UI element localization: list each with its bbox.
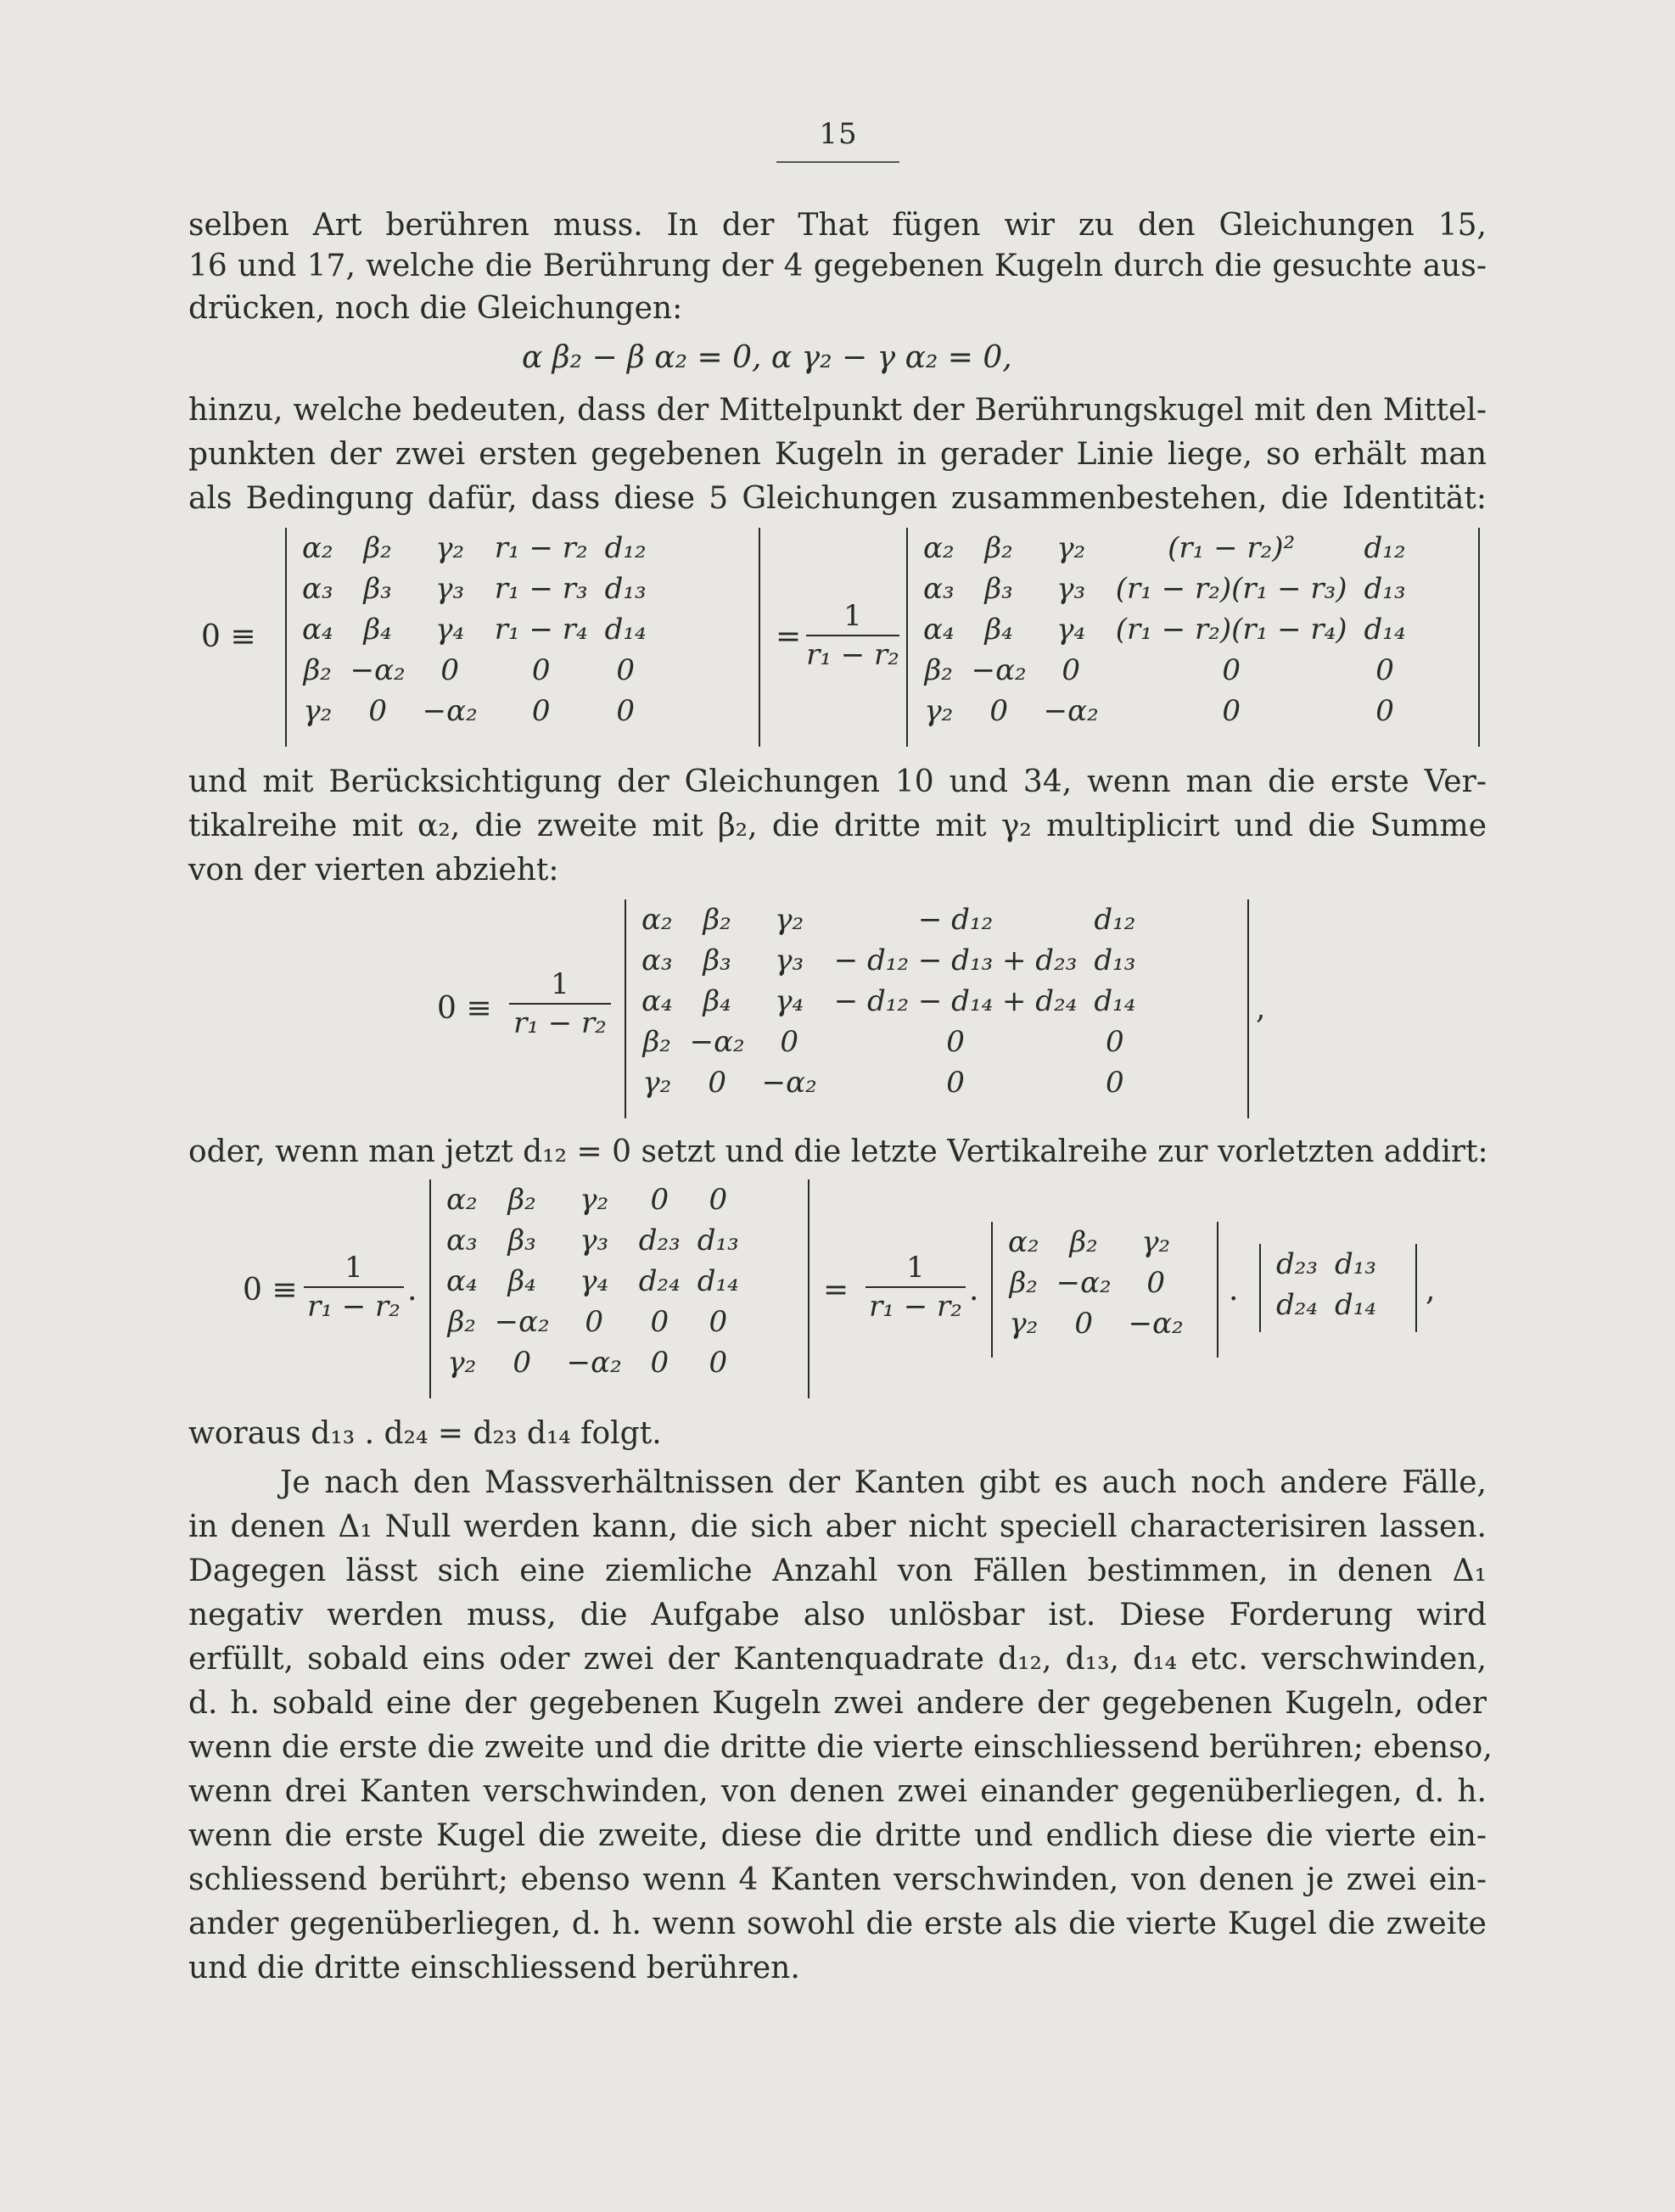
- matrix-entry: 0: [946, 1025, 965, 1059]
- matrix-entry: −α₂: [350, 653, 406, 687]
- matrix-entry: 0: [531, 694, 551, 728]
- matrix-entry: β₄: [703, 984, 731, 1018]
- multiplication-dot: .: [969, 1273, 979, 1308]
- text-line: und die dritte einschliessend berühren.: [188, 1951, 800, 1985]
- matrix-entry: 0: [650, 1346, 669, 1380]
- matrix-entry: 0: [1074, 1307, 1093, 1341]
- comma: ,: [1256, 991, 1266, 1026]
- matrix-row: [1000, 1222, 1192, 1263]
- text-line: 16 und 17, welche die Berührung der 4 gegebenen Kugeln durch die gesuchte aus-: [188, 249, 1487, 283]
- matrix-entry: β₃: [703, 944, 731, 977]
- determinant-2-grid: [915, 528, 1415, 731]
- matrix-row: [438, 1261, 748, 1302]
- matrix-entry: (r₁ − r₂)(r₁ − r₄): [1115, 613, 1347, 647]
- matrix-entry: d₁₂: [1364, 531, 1406, 565]
- matrix-entry: 0: [1222, 653, 1241, 687]
- determinant-1-grid: [294, 528, 655, 731]
- matrix-entry: γ₂: [435, 531, 465, 565]
- matrix-entry: (r₁ − r₂)(r₁ − r₃): [1115, 572, 1347, 606]
- matrix-entry: α₄: [923, 613, 955, 647]
- text-line: wenn drei Kanten verschwinden, von denen zwei einander gegenüberliegen, d. h.: [188, 1774, 1487, 1809]
- matrix-entry: γ₄: [1056, 613, 1086, 647]
- matrix-entry: −α₂: [689, 1025, 745, 1059]
- equation-collinearity: α β₂ − β α₂ = 0, α γ₂ − γ α₂ = 0,: [522, 340, 1012, 375]
- matrix-entry: d₁₄: [697, 1264, 739, 1298]
- matrix-row: [438, 1302, 748, 1342]
- determinant-3-grid: [633, 899, 1144, 1103]
- fraction-denominator: r₁ − r₂: [307, 1290, 401, 1324]
- matrix-entry: 0: [780, 1025, 799, 1059]
- text-line: d. h. sobald eine der gegebenen Kugeln zwei andere der gegebenen Kugeln, oder: [188, 1686, 1487, 1721]
- matrix-row: [294, 568, 655, 609]
- matrix-entry: 0: [513, 1346, 531, 1380]
- matrix-entry: d₁₄: [1335, 1288, 1377, 1322]
- matrix-entry: β₂: [984, 531, 1013, 565]
- matrix-entry: γ₃: [580, 1224, 609, 1257]
- matrix-entry: β₂: [1009, 1266, 1038, 1300]
- matrix-entry: 0: [708, 1066, 726, 1100]
- matrix-row: [1000, 1263, 1192, 1303]
- text-line: von der vierten abzieht:: [188, 853, 559, 888]
- matrix-entry: − d₁₂ − d₁₃ + d₂₃: [833, 944, 1078, 977]
- determinant-5: [991, 1222, 1218, 1358]
- determinant-6-grid: [1268, 1244, 1385, 1325]
- matrix-entry: −α₂: [422, 694, 478, 728]
- matrix-entry: 0: [989, 694, 1008, 728]
- matrix-entry: d₁₄: [1364, 613, 1406, 647]
- matrix-entry: α₃: [641, 944, 673, 977]
- matrix-entry: −α₂: [1056, 1266, 1112, 1300]
- matrix-entry: 0: [440, 653, 460, 687]
- matrix-entry: γ₄: [580, 1264, 609, 1298]
- matrix-entry: γ₂: [924, 694, 954, 728]
- page-number: 15: [819, 117, 858, 151]
- text-line: drücken, noch die Gleichungen:: [188, 291, 683, 326]
- determinant-4: [429, 1179, 809, 1398]
- comma: ,: [1426, 1273, 1436, 1308]
- matrix-row: [438, 1220, 748, 1261]
- matrix-row: [294, 691, 655, 731]
- matrix-row: [438, 1179, 748, 1220]
- matrix-entry: −α₂: [566, 1346, 622, 1380]
- determinant-1: [285, 528, 760, 747]
- matrix-entry: β₂: [363, 531, 392, 565]
- text-line: schliessend berührt; ebenso wenn 4 Kanten verschwinden, von denen je zwei ein-: [188, 1862, 1487, 1897]
- matrix-entry: d₁₂: [604, 531, 647, 565]
- fraction-1-over-r1-r2: [866, 1251, 966, 1324]
- matrix-entry: 0: [1146, 1266, 1166, 1300]
- matrix-row: [294, 609, 655, 650]
- matrix-row: [915, 650, 1415, 691]
- text-line: wenn die erste Kugel die zweite, diese die dritte und endlich diese die vierte ein-: [188, 1818, 1487, 1853]
- matrix-entry: 0: [368, 694, 387, 728]
- matrix-entry: r₁ − r₃: [494, 572, 588, 606]
- matrix-entry: 0: [1106, 1025, 1124, 1059]
- page-number-rule: [776, 161, 899, 163]
- matrix-entry: −α₂: [1043, 694, 1099, 728]
- matrix-entry: α₂: [446, 1183, 478, 1217]
- text-line: und mit Berücksichtigung der Gleichungen 10 und 34, wenn man die erste Ver-: [188, 764, 1487, 799]
- text-line: in denen Δ₁ Null werden kann, die sich aber nicht speciell characterisiren lassen.: [188, 1509, 1487, 1544]
- text-line: Je nach den Massverhältnissen der Kanten gibt es auch noch andere Fälle,: [280, 1465, 1487, 1500]
- matrix-entry: γ₂: [580, 1183, 609, 1217]
- matrix-entry: α₃: [446, 1224, 478, 1257]
- matrix-entry: β₂: [447, 1305, 476, 1339]
- matrix-entry: γ₂: [642, 1066, 672, 1100]
- matrix-entry: d₁₄: [604, 613, 647, 647]
- matrix-entry: d₁₃: [604, 572, 647, 606]
- matrix-row: [915, 609, 1415, 650]
- text-line: woraus d₁₃ . d₂₄ = d₂₃ d₁₄ folgt.: [188, 1416, 662, 1451]
- matrix-entry: γ₂: [447, 1346, 477, 1380]
- matrix-entry: α₂: [641, 903, 673, 937]
- matrix-entry: 0: [616, 694, 635, 728]
- matrix-entry: d₂₄: [638, 1264, 681, 1298]
- identity-zero: 0 ≡: [243, 1273, 298, 1308]
- matrix-entry: α₂: [302, 531, 333, 565]
- matrix-row: [915, 568, 1415, 609]
- matrix-entry: γ₃: [775, 944, 804, 977]
- matrix-row: [294, 528, 655, 568]
- determinant-2: [906, 528, 1480, 747]
- matrix-entry: 0: [531, 653, 551, 687]
- multiplication-dot: .: [1229, 1273, 1239, 1308]
- identity-zero: 0 ≡: [201, 619, 256, 654]
- text-line: ander gegenüberliegen, d. h. wenn sowohl die erste als die vierte Kugel die zweite: [188, 1907, 1487, 1941]
- matrix-entry: −α₂: [971, 653, 1027, 687]
- fraction-denominator: r₁ − r₂: [869, 1290, 962, 1324]
- matrix-entry: d₁₄: [1094, 984, 1136, 1018]
- matrix-row: [633, 1062, 1144, 1103]
- matrix-entry: 0: [709, 1346, 728, 1380]
- matrix-entry: 0: [1375, 694, 1394, 728]
- fraction-denominator: r₁ − r₂: [806, 638, 899, 672]
- equals-sign: =: [776, 619, 802, 654]
- matrix-entry: 0: [650, 1183, 669, 1217]
- determinant-4-grid: [438, 1179, 748, 1383]
- matrix-entry: β₂: [1069, 1225, 1098, 1259]
- matrix-row: [633, 899, 1144, 940]
- fraction-numerator: 1: [906, 1251, 925, 1285]
- matrix-row: [1000, 1303, 1192, 1344]
- text-line: punkten der zwei ersten gegebenen Kugeln in gerader Linie liege, so erhält man: [188, 437, 1487, 472]
- fraction-1-over-r1-r2: [509, 967, 611, 1040]
- matrix-entry: β₃: [363, 572, 392, 606]
- identity-zero: 0 ≡: [437, 991, 492, 1026]
- matrix-entry: β₂: [924, 653, 953, 687]
- fraction-1-over-r1-r2: [806, 599, 899, 672]
- matrix-entry: 0: [616, 653, 635, 687]
- matrix-entry: α₄: [446, 1264, 478, 1298]
- text-line: tikalreihe mit α₂, die zweite mit β₂, die dritte mit γ₂ multiplicirt und die Summe: [188, 809, 1487, 843]
- matrix-entry: α₃: [923, 572, 955, 606]
- text-line: wenn die erste die zweite und die dritte die vierte einschliessend berühren; ebenso,: [188, 1730, 1493, 1765]
- matrix-entry: γ₄: [775, 984, 804, 1018]
- matrix-entry: − d₁₂: [917, 903, 994, 937]
- matrix-row: [633, 981, 1144, 1022]
- matrix-entry: 0: [1375, 653, 1394, 687]
- matrix-entry: 0: [1106, 1066, 1124, 1100]
- matrix-entry: β₄: [507, 1264, 536, 1298]
- fraction-numerator: 1: [843, 599, 862, 633]
- matrix-entry: α₂: [923, 531, 955, 565]
- fraction-numerator: 1: [551, 967, 569, 1001]
- text-line: oder, wenn man jetzt d₁₂ = 0 setzt und die letzte Vertikalreihe zur vorletzten addirt:: [188, 1134, 1488, 1169]
- matrix-row: [1268, 1285, 1385, 1325]
- text-line: selben Art berühren muss. In der That fügen wir zu den Gleichungen 15,: [188, 208, 1487, 243]
- matrix-entry: α₃: [302, 572, 333, 606]
- matrix-entry: β₂: [703, 903, 731, 937]
- matrix-entry: 0: [709, 1183, 728, 1217]
- matrix-entry: 0: [585, 1305, 604, 1339]
- determinant-5-grid: [1000, 1222, 1192, 1344]
- matrix-entry: γ₃: [1056, 572, 1086, 606]
- matrix-entry: d₂₃: [1276, 1247, 1319, 1281]
- equals-sign: =: [823, 1273, 849, 1308]
- text-line: negativ werden muss, die Aufgabe also unlösbar ist. Diese Forderung wird: [188, 1598, 1487, 1632]
- matrix-entry: 0: [1062, 653, 1081, 687]
- text-line: als Bedingung dafür, dass diese 5 Gleichungen zusammenbestehen, die Identität:: [188, 481, 1487, 516]
- matrix-entry: γ₄: [435, 613, 465, 647]
- text-line: hinzu, welche bedeuten, dass der Mittelpunkt der Berührungskugel mit den Mittel-: [188, 393, 1487, 428]
- fraction-numerator: 1: [345, 1251, 363, 1285]
- text-line: erfüllt, sobald eins oder zwei der Kantenquadrate d₁₂, d₁₃, d₁₄ etc. verschwinden,: [188, 1642, 1487, 1677]
- matrix-entry: β₂: [303, 653, 332, 687]
- matrix-entry: 0: [709, 1305, 728, 1339]
- matrix-entry: β₄: [363, 613, 392, 647]
- text-line: Dagegen lässt sich eine ziemliche Anzahl von Fällen bestimmen, in denen Δ₁: [188, 1554, 1487, 1588]
- matrix-entry: (r₁ − r₂)²: [1168, 531, 1296, 565]
- matrix-entry: α₂: [1008, 1225, 1039, 1259]
- matrix-entry: α₄: [641, 984, 673, 1018]
- fraction-denominator: r₁ − r₂: [513, 1006, 607, 1040]
- matrix-entry: γ₂: [303, 694, 333, 728]
- matrix-entry: γ₂: [1009, 1307, 1039, 1341]
- matrix-entry: − d₁₂ − d₁₄ + d₂₄: [833, 984, 1078, 1018]
- matrix-entry: 0: [650, 1305, 669, 1339]
- matrix-entry: d₁₃: [1094, 944, 1136, 977]
- matrix-entry: γ₂: [775, 903, 804, 937]
- matrix-row: [915, 528, 1415, 568]
- matrix-row: [633, 1022, 1144, 1062]
- matrix-entry: d₂₄: [1276, 1288, 1319, 1322]
- matrix-entry: γ₂: [1141, 1225, 1171, 1259]
- matrix-entry: 0: [946, 1066, 965, 1100]
- matrix-row: [1268, 1244, 1385, 1285]
- matrix-entry: γ₂: [1056, 531, 1086, 565]
- determinant-6: [1259, 1244, 1417, 1332]
- matrix-row: [294, 650, 655, 691]
- matrix-entry: r₁ − r₂: [494, 531, 588, 565]
- matrix-entry: β₂: [642, 1025, 671, 1059]
- matrix-entry: β₂: [507, 1183, 536, 1217]
- matrix-row: [438, 1342, 748, 1383]
- multiplication-dot: .: [407, 1273, 417, 1308]
- matrix-entry: d₁₃: [697, 1224, 739, 1257]
- matrix-entry: d₁₃: [1335, 1247, 1377, 1281]
- matrix-row: [915, 691, 1415, 731]
- matrix-entry: 0: [1222, 694, 1241, 728]
- matrix-entry: α₄: [302, 613, 333, 647]
- matrix-entry: d₁₂: [1094, 903, 1136, 937]
- matrix-entry: −α₂: [1128, 1307, 1184, 1341]
- fraction-1-over-r1-r2: [304, 1251, 404, 1324]
- matrix-entry: −α₂: [494, 1305, 550, 1339]
- matrix-entry: d₁₃: [1364, 572, 1406, 606]
- matrix-entry: β₃: [507, 1224, 536, 1257]
- matrix-entry: γ₃: [435, 572, 465, 606]
- matrix-entry: β₃: [984, 572, 1013, 606]
- matrix-row: [633, 940, 1144, 981]
- matrix-entry: β₄: [984, 613, 1013, 647]
- matrix-entry: d₂₃: [638, 1224, 681, 1257]
- determinant-3: [625, 899, 1249, 1118]
- matrix-entry: r₁ − r₄: [494, 613, 588, 647]
- matrix-entry: −α₂: [761, 1066, 817, 1100]
